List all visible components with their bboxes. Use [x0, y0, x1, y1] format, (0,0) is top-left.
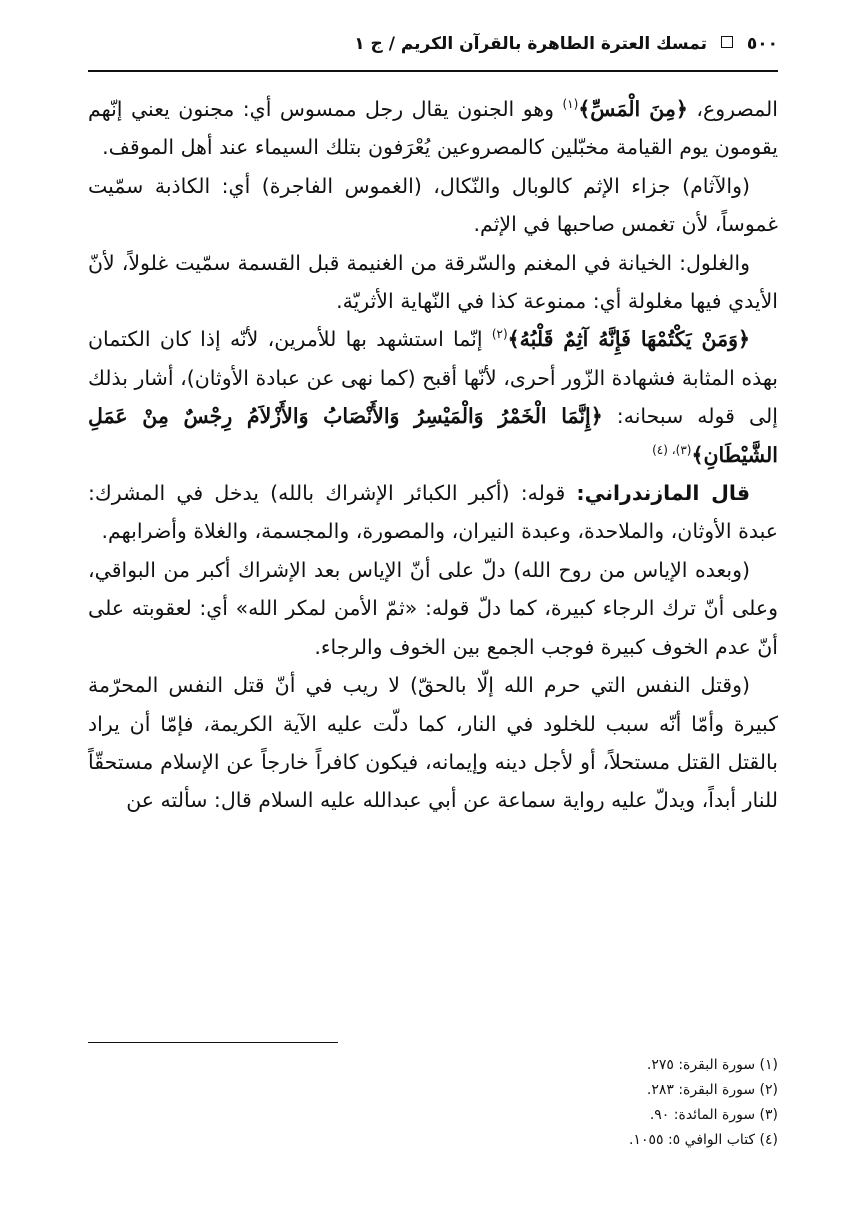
footnote-item: (٣) سورة المائدة: ٩٠. — [649, 1107, 778, 1123]
paragraph-3: والغلول: الخيانة في المغنم والسّرقة من الغنيمة قبل القسمة سمّيت غلولاً، لأنّ الأيدي فيها مغلولة أي: ممنوعة كذا في النّهاية الأثريّة. — [88, 250, 778, 314]
footnote-ref: (١) — [562, 97, 579, 112]
footnote-item: (١) سورة البقرة: ٢٧٥. — [646, 1057, 778, 1073]
header-rule — [88, 70, 778, 72]
footnote-item: (٤) كتاب الوافي ٥: ١٠٥٥. — [628, 1132, 778, 1148]
running-title: تمسك العترة الطاهرة بالقرآن الكريم / ج ١ — [354, 34, 708, 54]
footnote-ref: (٣)، (٤) — [652, 442, 692, 457]
paragraph-7: (وقتل النفس التي حرم الله إلّا بالحقّ) لا ريب في أنّ قتل النفس المحرّمة كبيرة وأمّا أنّه سبب للخلود في النار، كما دلّت عليه الآية الكريمة، فإمّا أن يراد بالقتل القتل مستحلاً، أو لأجل دينه وإيمانه، فيكون كافراً خارجاً عن الإسلام مستحقّاً للنار أبداً، ويدلّ عليه رواية سماعة عن أبي عبدالله عليه السلام قال: سألته عن — [88, 673, 778, 813]
quran-quote: ﴿إِنَّمَا الْخَمْرُ وَالْمَيْسِرُ وَالأَنْصَابُ وَالأَزْلاَمُ رِجْسٌ مِنْ عَمَلِ الشَّيْطَانِ﴾ — [88, 404, 778, 467]
book-page — [88, 0, 778, 1212]
footnotes — [88, 1053, 778, 1153]
quran-quote: ﴿مِنَ الْمَسِّ﴾ — [578, 97, 688, 121]
square-ornament-icon — [721, 36, 733, 48]
footnote-ref: (٢) — [491, 327, 508, 342]
paragraph-4: ﴿وَمَنْ يَكْتُمْهَا فَإِنَّهُ آثِمٌ قَلْبُهُ﴾$^{(٢)}$ إنّما استشهد بها للأمرين، لأنّه إذا كان الكتمان بهذه المثابة فشهادة الزّور أحرى، لأنّها أقبح (كما نهى عن عبادة الأوثان)، أشار بذلك إلى قوله سبحانه: ﴿إِنَّمَا الْخَمْرُ وَالْمَيْسِرُ وَالأَنْصَابُ وَالأَزْلاَمُ رِجْسٌ مِنْ عَمَلِ الشَّيْطَانِ﴾$^{(٣)، (٤)}$ — [88, 327, 778, 467]
paragraph-5: قال المازندراني: قوله: (أكبر الكبائر الإشراك بالله) يدخل في المشرك: عبدة الأوثان، والملاحدة، وعبدة النيران، والمصورة، والمجسمة، والغلاة وأضرابهم. — [88, 481, 778, 544]
speaker-label: قال المازندراني: — [576, 481, 750, 506]
page-number: ٥٠٠ — [746, 34, 778, 54]
paragraph-2: (والآثام) جزاء الإثم كالوبال والنّكال، (الغموس الفاجرة) أي: الكاذبة سمّيت غموساً، لأن تغمس صاحبها في الإثم. — [88, 173, 778, 237]
running-header — [88, 34, 778, 64]
paragraph-1: المصروع، ﴿مِنَ الْمَسِّ﴾$^{(١)}$ وهو الجنون يقال رجل ممسوس أي: مجنون يعني إنّهم يقومون يوم القيامة مخبّلين كالمصروعين يُعْرَفون بتلك السيماء عند أهل الموقف. — [88, 97, 778, 160]
paragraph-6: (وبعده الإياس من روح الله) دلّ على أنّ الإياس بعد الإشراك أكبر من البواقي، وعلى أنّ ترك الرجاء كبيرة، كما دلّ قوله: «ثمّ الأمن لمكر الله» أي: لعقوبته على أنّ عدم الخوف كبيرة فوجب الجمع بين الخوف والرجاء. — [88, 557, 778, 659]
footnote-item: (٢) سورة البقرة: ٢٨٣. — [646, 1082, 778, 1098]
footnote-rule — [88, 1042, 338, 1043]
main-text — [88, 90, 778, 820]
quran-quote: ﴿وَمَنْ يَكْتُمْهَا فَإِنَّهُ آثِمٌ قَلْبُهُ﴾ — [507, 327, 750, 352]
